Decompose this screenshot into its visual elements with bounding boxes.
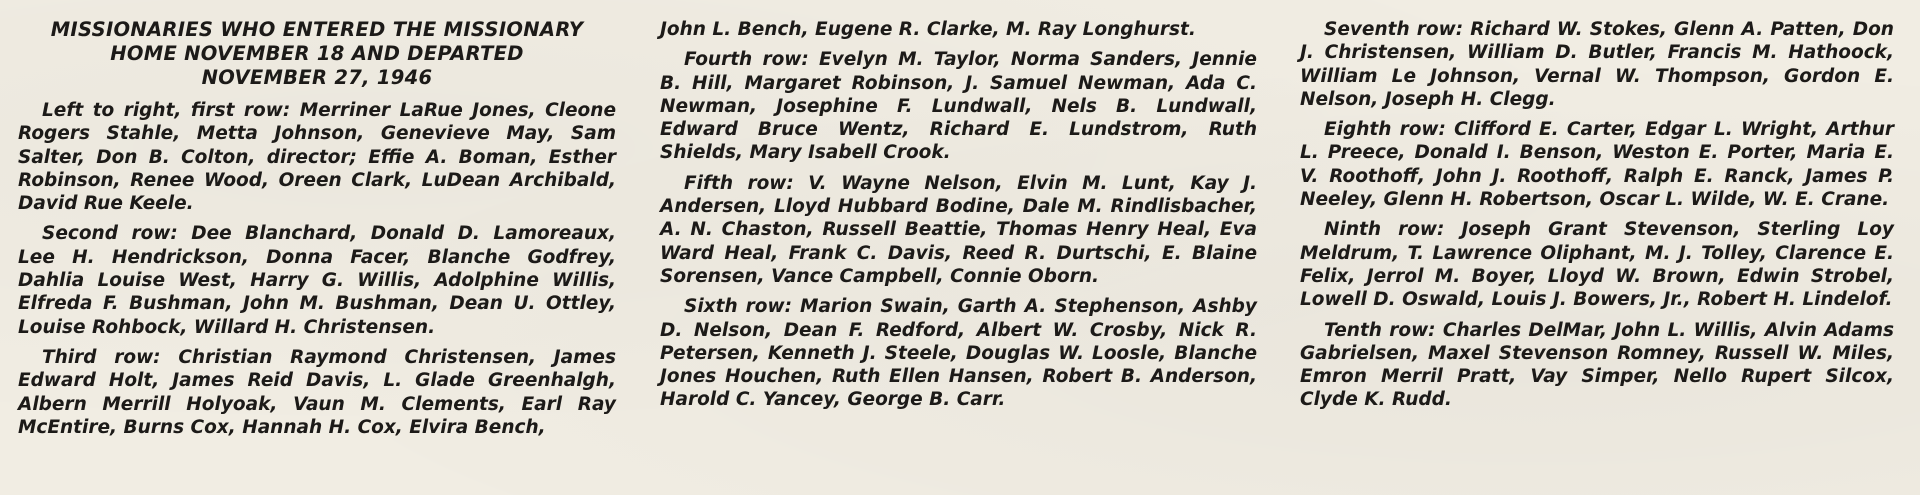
row-label: Fifth row:	[684, 172, 794, 194]
row-label: Second row:	[42, 223, 178, 245]
heading-line-2: HOME NOVEMBER 18 AND DEPARTED	[110, 42, 524, 65]
row-paragraph-second	[18, 222, 616, 338]
row-paragraph-third-continued	[660, 18, 1257, 41]
row-names-continued: John L. Bench, Eugene R. Clarke, M. Ray Longhurst.	[660, 19, 1196, 40]
row-paragraph-ninth	[1300, 218, 1894, 311]
row-label: Ninth row:	[1324, 219, 1445, 241]
row-label: Left to right, first row:	[42, 100, 291, 121]
row-label: Sixth row:	[684, 296, 792, 318]
row-names: Charles DelMar, John L. Willis, Alvin Adams Gabrielsen, Maxel Stevenson Romney, Russell W. Miles, Emron Merril Pratt, Vay Simper, Nello Rupert Silcox, Clyde K. Rudd.	[1300, 319, 1894, 411]
row-paragraph-first	[18, 99, 616, 215]
row-names: V. Wayne Nelson, Elvin M. Lunt, Kay J. Andersen, Lloyd Hubbard Bodine, Dale M. Rindlisbacher, A. N. Chaston, Russell Beattie, Thomas Henry Heal, Eva Ward Heal, Frank C. Davis, Reed R. Durtschi, E. Blaine Sorensen, Vance Campbell, Connie Oborn.	[660, 172, 1258, 287]
heading-line-1: MISSIONARIES WHO ENTERED THE MISSIONARY	[50, 18, 584, 41]
row-label: Seventh row:	[1324, 19, 1464, 40]
heading	[18, 18, 616, 90]
row-paragraph-sixth	[660, 295, 1257, 411]
row-label: Eighth row:	[1324, 119, 1446, 141]
row-paragraph-eighth	[1300, 118, 1894, 211]
row-names: Clifford E. Carter, Edgar L. Wright, Arthur L. Preece, Donald I. Benson, Weston E. Porter, Maria E. V. Roothoff, John J. Roothoff, Ralph E. Ranck, James P. Neeley, Glenn H. Robertson, Oscar L. Wilde, W. E. Crane.	[1300, 119, 1894, 211]
row-paragraph-tenth	[1300, 319, 1894, 412]
column-1	[18, 18, 616, 446]
row-names: Richard W. Stokes, Glenn A. Patten, Don J. Christensen, William D. Butler, Francis M. Hathoock, William Le Johnson, Vernal W. Thompson, Gordon E. Nelson, Joseph H. Clegg.	[1300, 19, 1894, 110]
row-names: Merriner LaRue Jones, Cleone Rogers Stahle, Metta Johnson, Genevieve May, Sam Salter, Don B. Colton, director; Effie A. Boman, Esther Robinson, Renee Wood, Oreen Clark, LuDean Archibald, David Rue Keele.	[18, 100, 616, 215]
row-names: Evelyn M. Taylor, Norma Sanders, Jennie B. Hill, Margaret Robinson, J. Samuel Newman, Ada C. Newman, Josephine F. Lundwall, Nels B. Lundwall, Edward Bruce Wentz, Richard E. Lundstrom, Ruth Shields, Mary Isabell Crook.	[660, 49, 1257, 164]
row-names: Dee Blanchard, Donald D. Lamoreaux, Lee H. Hendrickson, Donna Facer, Blanche Godfrey, Dahlia Louise West, Harry G. Willis, Adolphine Willis, Elfreda F. Bushman, John M. Bushman, Dean U. Ottley, Louise Rohbock, Willard H. Christensen.	[18, 223, 616, 338]
row-names: Christian Raymond Christensen, James Edward Holt, James Reid Davis, L. Glade Greenhalgh, Albern Merrill Holyoak, Vaun M. Clements, Earl Ray McEntire, Burns Cox, Hannah H. Cox, Elvira Bench,	[18, 346, 616, 438]
row-paragraph-fifth	[660, 172, 1257, 288]
row-names: Joseph Grant Stevenson, Sterling Loy Meldrum, T. Lawrence Oliphant, M. J. Tolley, Clarence E. Felix, Jerrol M. Boyer, Lloyd W. Brown, Edwin Strobel, Lowell D. Oswald, Louis J. Bowers, Jr., Robert H. Lindelof.	[1300, 219, 1894, 311]
heading-line-3: NOVEMBER 27, 1946	[201, 66, 433, 89]
row-paragraph-seventh	[1300, 18, 1894, 111]
row-label: Third row:	[42, 346, 161, 368]
row-paragraph-third	[18, 346, 616, 439]
column-3	[1300, 18, 1894, 419]
row-label: Tenth row:	[1324, 319, 1436, 341]
column-2	[660, 18, 1257, 419]
row-names: Marion Swain, Garth A. Stephenson, Ashby D. Nelson, Dean F. Redford, Albert W. Crosby, Nick R. Petersen, Kenneth J. Steele, Douglas W. Loosle, Blanche Jones Houchen, Ruth Ellen Hansen, Robert B. Anderson, Harold C. Yancey, George B. Carr.	[660, 296, 1257, 411]
row-paragraph-fourth	[660, 48, 1257, 164]
row-label: Fourth row:	[684, 49, 809, 71]
